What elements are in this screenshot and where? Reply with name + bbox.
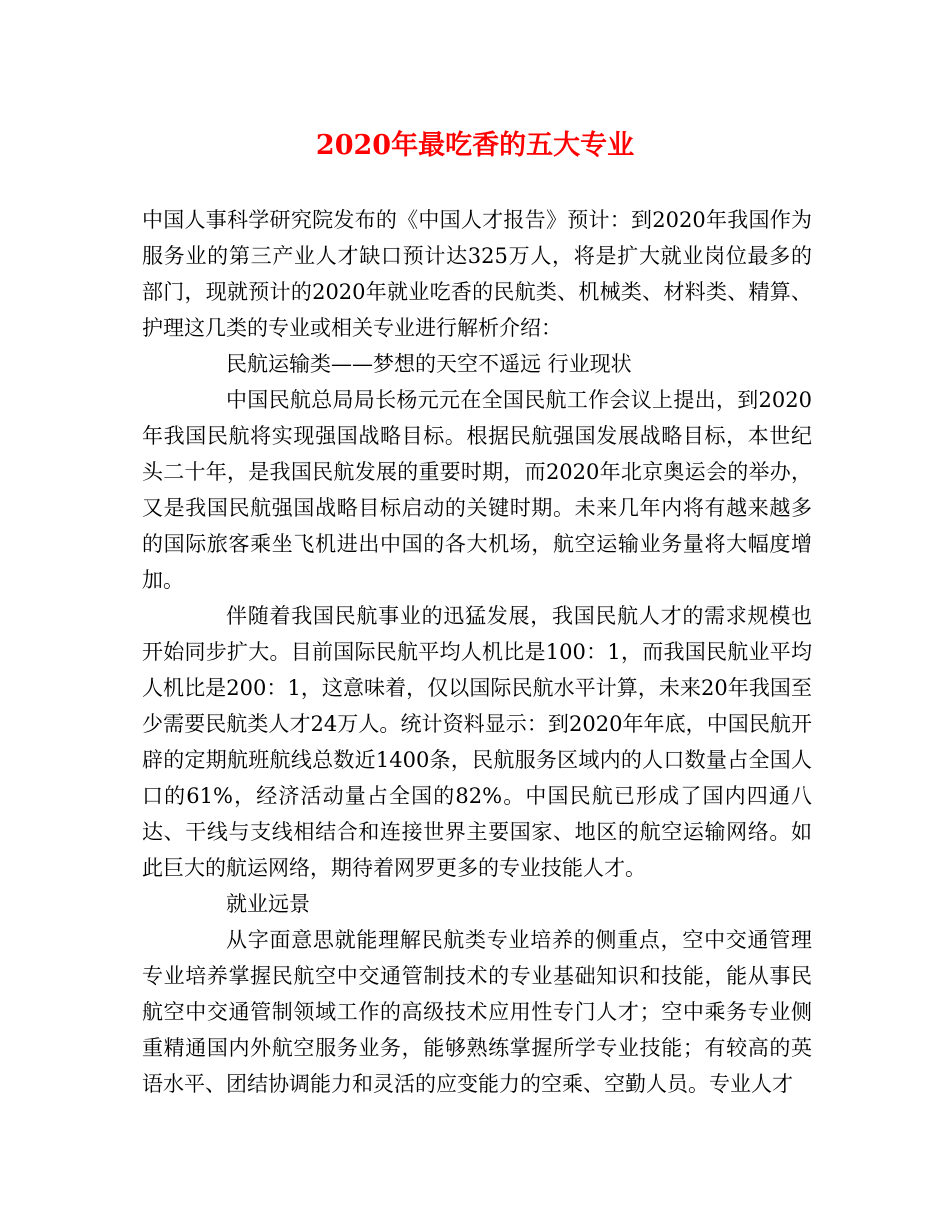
talent-demand-paragraph: 伴随着我国民航事业的迅猛发展，我国民航人才的需求规模也开始同步扩大。目前国际民航平均人机比是100：1，而我国民航业平均人机比是200：1，这意味着，仅以国际民航水平计算，未来20年我国至少需要民航类人才24万人。统计资料显示：到2020年年底，中国民航开辟的定期航班航线总数近1400条，民航服务区域内的人口数量占全国人口的61%，经济活动量占全国的82%。中国民航已形成了国内四通八达、干线与支线相结合和连接世界主要国家、地区的航空运输网络。如此巨大的航运网络，期待着网罗更多的专业技能人才。: [142, 604, 812, 880]
section-heading-civil-aviation: 民航运输类——梦想的天空不遥远 行业现状: [226, 352, 632, 376]
intro-paragraph: 中国人事科学研究院发布的《中国人才报告》预计：到2020年我国作为服务业的第三产业人才缺口预计达325万人，将是扩大就业岗位最多的部门，现就预计的2020年就业吃香的民航类、机械类、材料类、精算、护理这几类的专业或相关专业进行解析介绍：: [142, 208, 812, 340]
industry-status-paragraph: 中国民航总局局长杨元元在全国民航工作会议上提出，到2020年我国民航将实现强国战略目标。根据民航强国发展战略目标，本世纪头二十年，是我国民航发展的重要时期，而2020年北京奥运会的举办，又是我国民航强国战略目标启动的关键时期。未来几年内将有越来越多的国际旅客乘坐飞机进出中国的各大机场，航空运输业务量将大幅度增加。: [142, 388, 812, 592]
document-body: [142, 202, 812, 1102]
employment-outlook-paragraph: 从字面意思就能理解民航类专业培养的侧重点，空中交通管理专业培养掌握民航空中交通管制技术的专业基础知识和技能，能从事民航空中交通管制领域工作的高级技术应用性专门人才；空中乘务专业侧重精通国内外航空服务业务，能够熟练掌握所学专业技能；有较高的英语水平、团结协调能力和灵活的应变能力的空乘、空勤人员。专业人才: [142, 928, 812, 1096]
document-title: 2020年最吃香的五大专业: [315, 130, 635, 161]
section-heading-employment-outlook: 就业远景: [226, 892, 310, 916]
